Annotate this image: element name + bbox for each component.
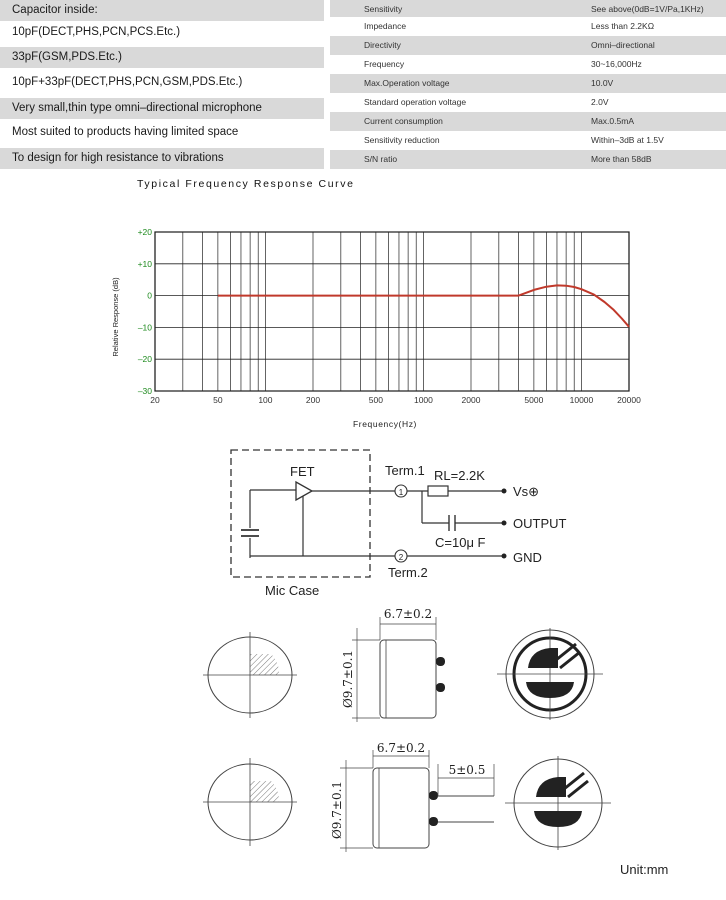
rear-terminal-bottom [526,682,574,698]
term2-label: Term.2 [388,565,428,580]
c-label: C=10μ F [435,535,486,550]
front-view-hatch [250,781,279,802]
spec-value: 30~16,000Hz [591,59,642,69]
feature-row: To design for high resistance to vibrations [0,148,324,169]
width-dim-label: 6.7±0.2 [383,607,433,621]
spec-row [330,55,726,74]
chart-x-tick-label: 20 [150,395,160,405]
chart-x-tick-label: 10000 [569,395,594,405]
spec-key: Sensitivity [364,4,403,14]
chart-ticks [138,227,642,405]
spec-key: Standard operation voltage [364,97,467,107]
side-view-pin [429,791,438,800]
mic-case-label: Mic Case [265,583,320,598]
diameter-dim-label: Ø9.7±0.1 [330,780,344,840]
chart-y-tick-label: –30 [137,386,152,396]
spec-key: Directivity [364,40,401,50]
feature-row: Very small,thin type omni–directional microphone [0,98,324,119]
circuit-schematic [0,445,726,605]
spec-row [330,74,726,93]
spec-row [330,17,726,36]
feature-row: 33pF(GSM,PDS.Etc.) [0,47,324,68]
spec-value: Omni–directional [591,40,655,50]
feature-row: 10pF+33pF(DECT,PHS,PCN,GSM,PDS.Etc.) [0,72,324,93]
chart-x-tick-label: 100 [258,395,273,405]
spec-row [330,112,726,131]
rear-terminal-top [528,648,558,668]
chart-y-tick-label: –10 [137,322,152,333]
chart-x-tick-label: 1000 [413,395,433,405]
gnd-label: GND [513,550,542,565]
chart-plot-border [155,232,629,391]
chart-x-label: Frequency(Hz) [352,419,418,429]
vs-label: Vs⊕ [513,484,540,499]
rear-terminal-top [536,777,566,797]
term1-num: 1 [398,488,404,497]
chart-y-tick-label: 0 [147,290,152,301]
chart-x-tick-label: 500 [368,395,383,405]
spec-row [330,36,726,55]
chart-y-tick-label: +10 [137,258,152,269]
chart-x-tick-label: 200 [305,395,321,405]
gnd-terminal [502,554,507,559]
chart-y-tick-label: +20 [137,227,152,237]
chart-x-tick-label: 50 [213,395,223,405]
rl-label: RL=2.2K [434,468,485,483]
spec-key: Frequency [364,59,405,69]
fet-label: FET [290,464,315,479]
spec-row [330,131,726,150]
spec-value: See above(0dB=1V/Pa,1KHz) [591,4,704,14]
side-view-pin [436,657,445,666]
feature-row: 10pF(DECT,PHS,PCN,PCS.Etc.) [0,22,324,43]
chart-x-tick-label: 5000 [524,395,544,405]
spec-value: Within–3dB at 1.5V [591,135,664,145]
side-view-body [380,640,436,718]
fet-symbol [296,482,312,500]
side-view-pin [429,817,438,826]
width-dim-label: 6.7±0.2 [376,741,426,755]
rear-terminal-bottom [534,811,582,827]
chart-y-tick-label: –20 [137,354,152,365]
spec-value: More than 58dB [591,154,652,164]
chart-grid [155,232,629,391]
chart-x-tick-label: 20000 [617,395,641,405]
feature-row: Most suited to products having limited space [0,122,324,143]
side-view-pin [436,683,445,692]
chart-title: Typical Frequency Response Curve [137,178,355,190]
chart-y-label: Relative Response (dB) [111,277,120,357]
feature-row: Capacitor inside: [0,0,324,21]
spec-key: S/N ratio [364,154,398,164]
spec-key: Current consumption [364,116,443,126]
spec-value: Max.0.5mA [591,116,634,126]
spec-key: Impedance [364,21,407,31]
output-terminal [502,521,507,526]
spec-value: Less than 2.2KΩ [591,21,655,31]
spec-key: Sensitivity reduction [364,135,440,145]
pin-length-label: 5±0.5 [448,763,486,777]
spec-value: 2.0V [591,97,609,107]
spec-row [330,93,726,112]
chart-x-tick-label: 2000 [461,395,481,405]
term1-label: Term.1 [385,463,425,478]
resistor-rl [428,486,448,496]
front-view-hatch [250,654,279,675]
output-label: OUTPUT [513,516,567,531]
vs-terminal [502,489,507,494]
term2-num: 2 [398,553,404,562]
side-view-body [373,768,429,848]
spec-row [330,150,726,169]
diameter-dim-label: Ø9.7±0.1 [341,649,355,709]
dimension-drawings [0,605,726,900]
frequency-response-chart [0,195,726,445]
spec-value: 10.0V [591,78,614,88]
unit-label: Unit:mm [620,862,669,877]
spec-key: Max.Operation voltage [364,78,450,88]
